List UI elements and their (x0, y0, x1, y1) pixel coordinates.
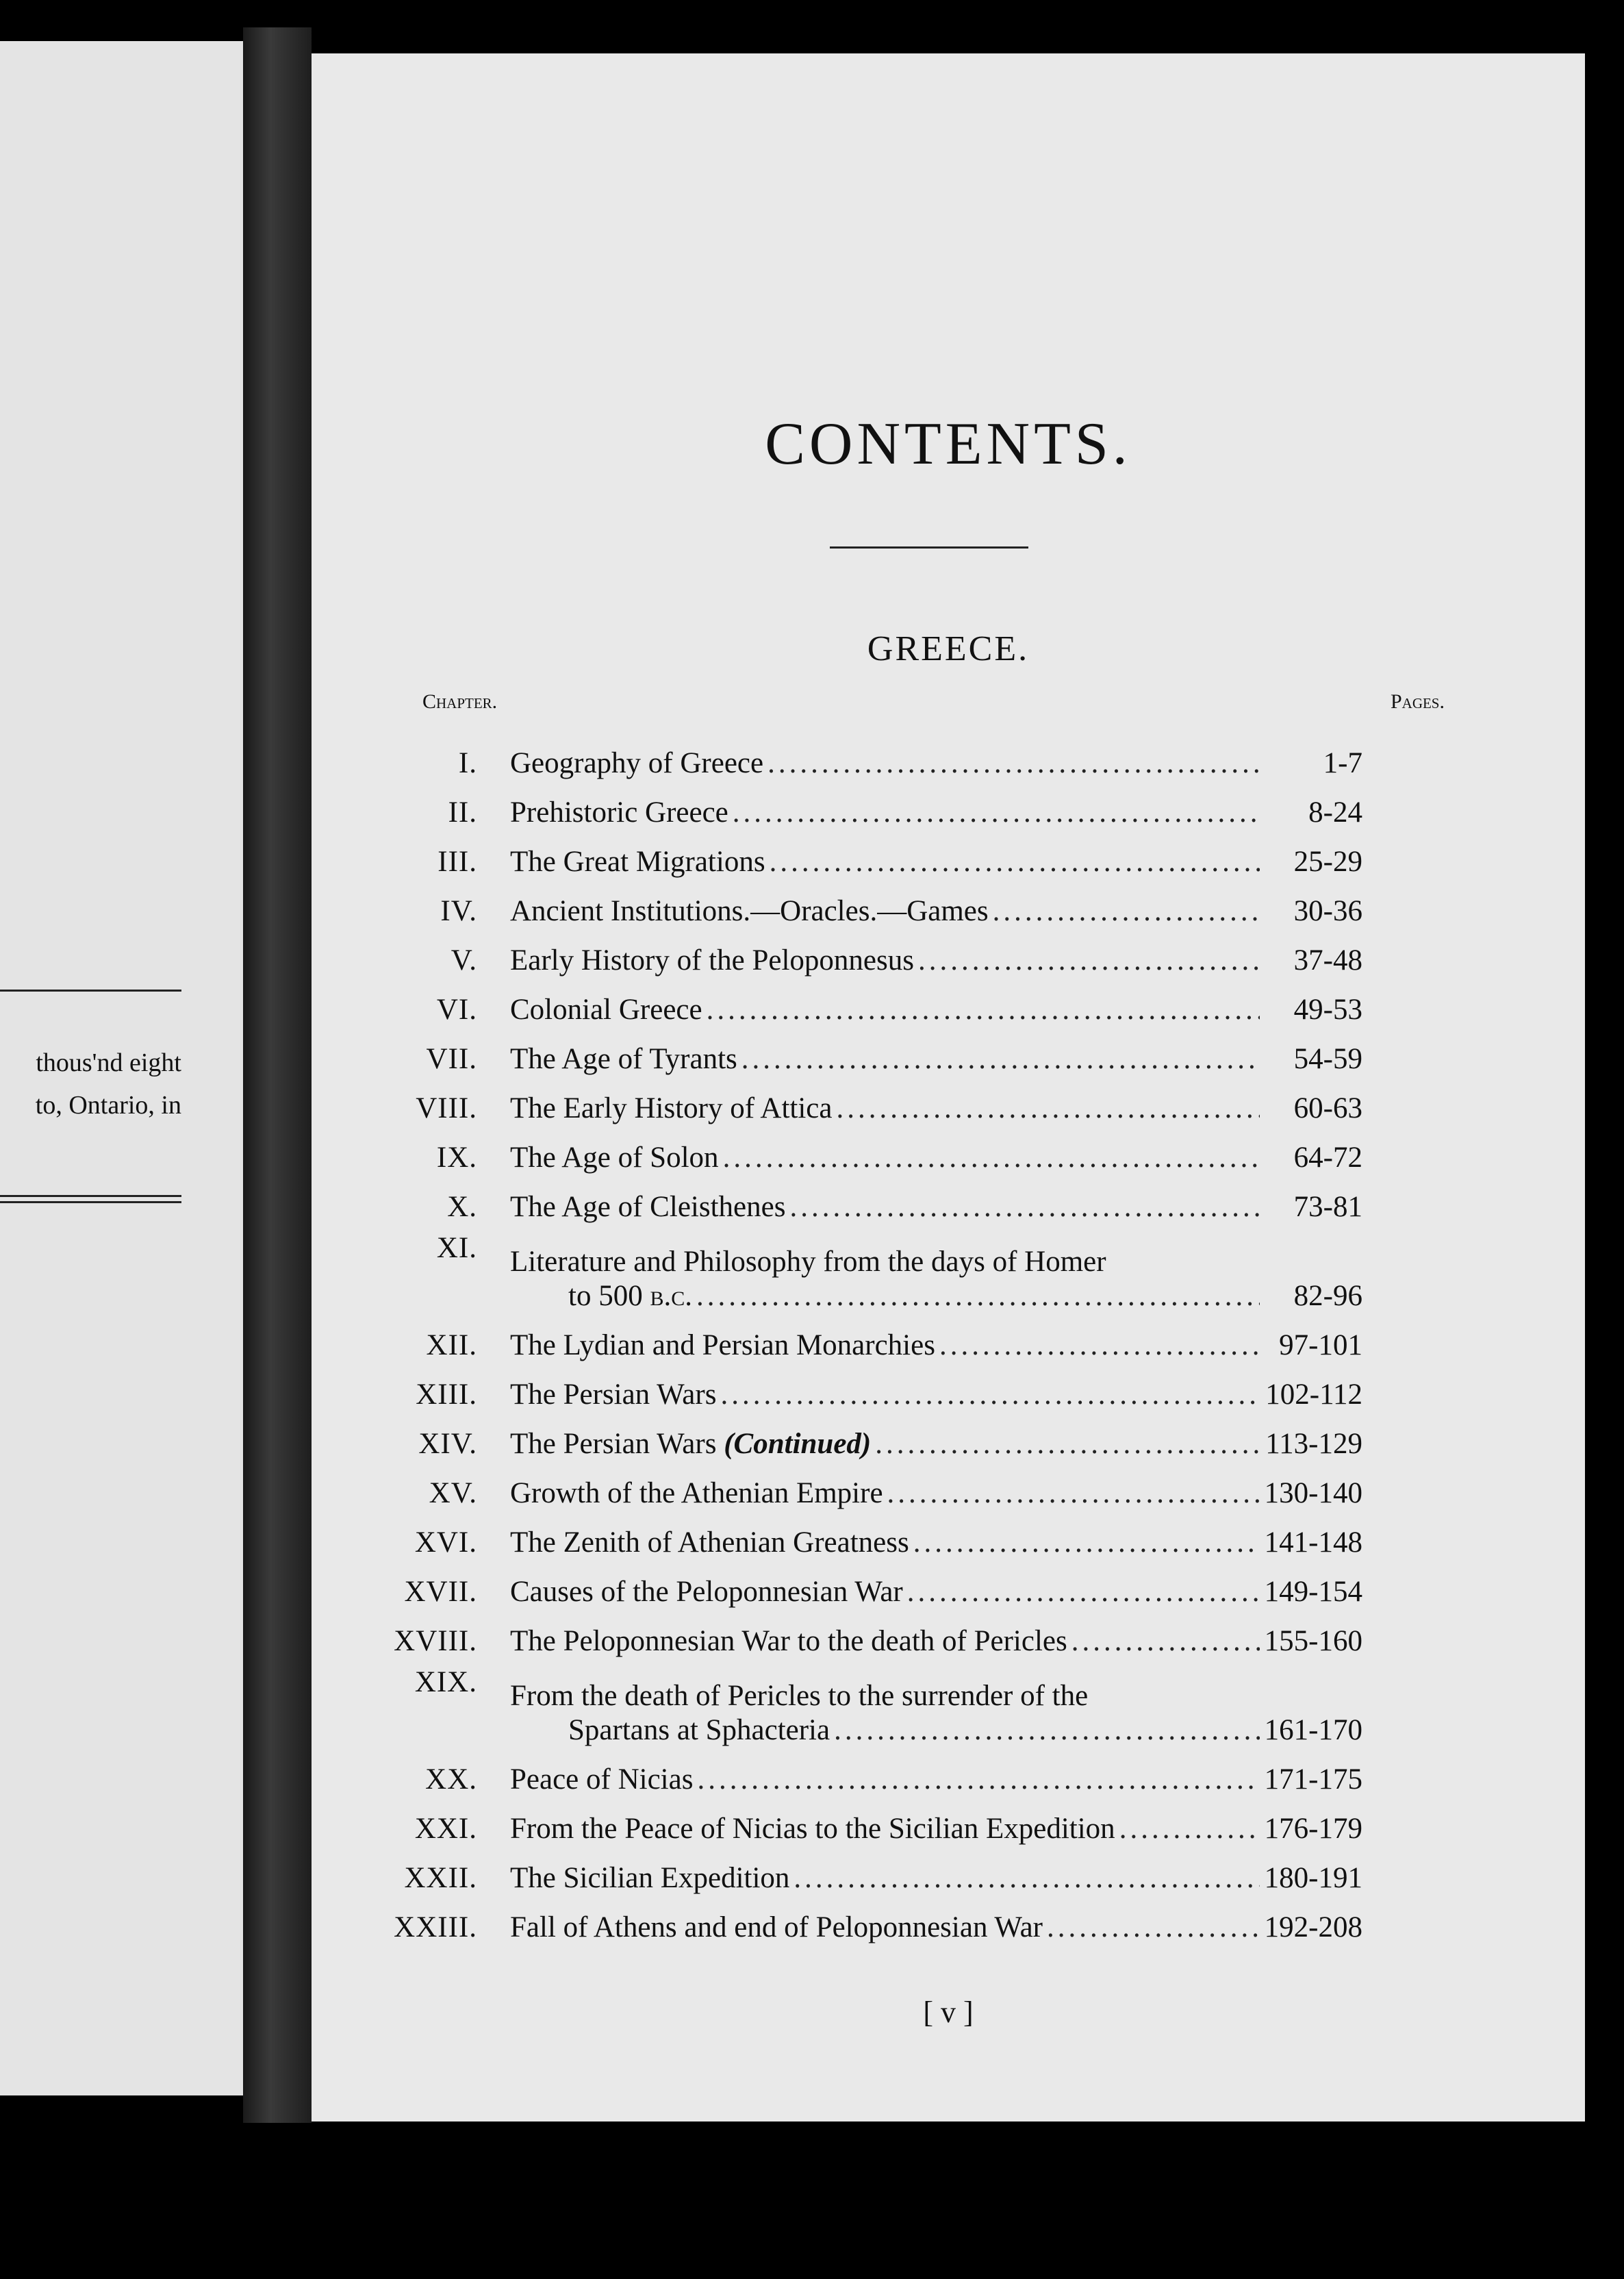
chapter-title-wrap (510, 1679, 1260, 1748)
chapter-title-cell (510, 1575, 1260, 1609)
chapter-title-cell (510, 1141, 1260, 1175)
chapter-title-cell (510, 894, 1260, 929)
title-rule (830, 546, 1028, 549)
leader-dots (741, 1042, 1260, 1076)
chapter-title: Colonial Greece (510, 994, 702, 1026)
toc-entry (312, 978, 1585, 1027)
toc-entry (312, 1797, 1585, 1846)
chapter-title: From the Peace of Nicias to the Sicilian Expedition (510, 1813, 1115, 1845)
chapter-title: Fall of Athens and end of Peloponnesian War (510, 1911, 1043, 1943)
chapter-title-cell (510, 1245, 1260, 1313)
page-range: 30-36 (1293, 895, 1362, 927)
page-range: 102-112 (1265, 1378, 1362, 1411)
leader-dots (720, 1378, 1260, 1412)
chapter-title-line: From the death of Pericles to the surrender of the (510, 1680, 1089, 1712)
toc-entry (312, 1412, 1585, 1461)
chapter-title: Early History of the Peloponnesus (510, 944, 914, 977)
page-range: 97-101 (1279, 1329, 1362, 1361)
page-range: 113-129 (1265, 1428, 1362, 1460)
leader-dots (1047, 1911, 1260, 1945)
page-range: 141-148 (1264, 1526, 1362, 1559)
page-range: 1-7 (1323, 747, 1362, 779)
chapter-title-cell (510, 944, 1260, 978)
chapter-title-cell (510, 1526, 1260, 1560)
chapter-title-cell (510, 746, 1260, 781)
chapter-title: The Early History of Attica (510, 1092, 833, 1124)
pages-column-header: Pages. (1390, 690, 1445, 713)
chapter-title-line: Spartans at Sphacteria (568, 1714, 830, 1746)
chapter-number: XV. (429, 1477, 477, 1509)
chapter-title: The Age of Solon (510, 1142, 719, 1174)
page-range: 49-53 (1293, 994, 1362, 1026)
chapter-title-cell (510, 1190, 1260, 1224)
toc-entry (312, 1846, 1585, 1896)
page-range: 60-63 (1293, 1092, 1362, 1124)
leader-dots (707, 993, 1260, 1027)
chapter-title: The Age of Cleisthenes (510, 1191, 786, 1223)
chapter-title: The Persian Wars (510, 1378, 717, 1411)
leader-dots (767, 746, 1260, 781)
toc-entry (312, 1461, 1585, 1511)
leader-dots (834, 1713, 1260, 1748)
page-range: 25-29 (1293, 846, 1362, 878)
toc-entry (312, 1609, 1585, 1659)
chapter-title: Ancient Institutions.—Oracles.—Games (510, 895, 989, 927)
chapter-title-cell (510, 1861, 1260, 1896)
leader-dots (875, 1427, 1260, 1461)
page-range: 8-24 (1308, 796, 1362, 829)
chapter-title: Prehistoric Greece (510, 796, 728, 829)
chapter-title-line: Literature and Philosophy from the days of Homer (510, 1246, 1106, 1278)
chapter-number: XXI. (414, 1813, 477, 1845)
page-range: 37-48 (1293, 944, 1362, 977)
page-range: 64-72 (1293, 1142, 1362, 1174)
page-range: 149-154 (1264, 1576, 1362, 1608)
chapter-number: III. (437, 846, 477, 878)
chapter-title-cell (510, 1679, 1260, 1748)
leader-dots (887, 1476, 1260, 1511)
page-range: 130-140 (1264, 1477, 1362, 1509)
chapter-number: VI. (436, 994, 477, 1026)
chapter-title-cell (510, 845, 1260, 879)
chapter-title: Growth of the Athenian Empire (510, 1477, 883, 1509)
leader-dots (918, 944, 1260, 978)
chapter-number: XIV. (418, 1428, 477, 1460)
chapter-title-cell (510, 1911, 1260, 1945)
chapter-number: IX. (436, 1142, 477, 1174)
chapter-title: Geography of Greece (510, 747, 764, 779)
chapter-number: XII. (426, 1329, 477, 1361)
chapter-number: XIII. (416, 1378, 477, 1411)
contents-page (312, 53, 1585, 2121)
leader-dots (697, 1763, 1260, 1797)
leader-dots (993, 894, 1260, 929)
leader-dots (794, 1861, 1260, 1896)
chapter-title-line-2 (510, 1713, 1260, 1748)
toc-entry (312, 1363, 1585, 1412)
chapter-title-cell (510, 1329, 1260, 1363)
left-page-double-rule (0, 1195, 181, 1203)
toc-entry (312, 1511, 1585, 1560)
chapter-number: VIII. (416, 1092, 477, 1124)
toc-entry (312, 731, 1585, 781)
chapter-title: The Sicilian Expedition (510, 1862, 790, 1894)
page-range: 54-59 (1293, 1043, 1362, 1075)
chapter-title-cell (510, 796, 1260, 830)
chapter-number: X. (447, 1191, 477, 1223)
toc-entry (312, 830, 1585, 879)
chapter-number: I. (458, 747, 477, 779)
leader-dots (939, 1329, 1260, 1363)
chapter-title: The Great Migrations (510, 846, 765, 878)
leader-dots (723, 1141, 1260, 1175)
toc-entry (312, 1748, 1585, 1797)
chapter-column-header: Chapter. (422, 690, 498, 713)
page-range: 73-81 (1293, 1191, 1362, 1223)
chapter-title-cell (510, 1476, 1260, 1511)
toc-entry (312, 1126, 1585, 1175)
chapter-number: XI. (436, 1232, 477, 1264)
chapter-number: XVII. (404, 1576, 477, 1608)
binding-gutter (243, 27, 312, 2123)
toc-entry (312, 1076, 1585, 1126)
chapter-number: VII. (426, 1043, 477, 1075)
chapter-number: XXIII. (394, 1911, 477, 1943)
toc-entry (312, 929, 1585, 978)
toc-entry (312, 781, 1585, 830)
chapter-title: Causes of the Peloponnesian War (510, 1576, 903, 1608)
leader-dots (907, 1575, 1260, 1609)
leader-dots (733, 796, 1260, 830)
toc-entry (312, 879, 1585, 929)
leader-dots (770, 845, 1260, 879)
chapter-title-cell (510, 1042, 1260, 1076)
leader-dots (913, 1526, 1260, 1560)
continued-note: (Continued) (724, 1428, 872, 1460)
page-range: 171-175 (1264, 1763, 1362, 1796)
toc-entry (312, 1659, 1585, 1748)
chapter-title: Peace of Nicias (510, 1763, 694, 1796)
chapter-title-wrap (510, 1245, 1260, 1313)
left-page-text-line: to, Ontario, in (35, 1091, 181, 1120)
leader-dots (1071, 1624, 1260, 1659)
left-page-rule (0, 990, 181, 992)
page-range: 161-170 (1264, 1714, 1362, 1746)
chapter-number: XIX. (414, 1666, 477, 1698)
chapter-title-cell (510, 1092, 1260, 1126)
leader-dots (1119, 1812, 1260, 1846)
page-range: 176-179 (1264, 1813, 1362, 1845)
chapter-title-cell (510, 1763, 1260, 1797)
chapter-title-line-2 (510, 1279, 1260, 1313)
page-range: 180-191 (1264, 1862, 1362, 1894)
chapter-title-cell (510, 1812, 1260, 1846)
chapter-title: The Peloponnesian War to the death of Pericles (510, 1625, 1067, 1657)
section-title: GREECE. (867, 629, 1030, 668)
chapter-number: XVIII. (394, 1625, 477, 1657)
chapter-title-cell (510, 1624, 1260, 1659)
toc-entry (312, 1896, 1585, 1945)
chapter-title-cell (510, 1378, 1260, 1412)
page-range: 82-96 (1293, 1280, 1362, 1312)
chapter-number: V. (451, 944, 477, 977)
leader-dots (789, 1190, 1260, 1224)
chapter-number: XXII. (404, 1862, 477, 1894)
chapter-title-cell (510, 993, 1260, 1027)
chapter-number: XX. (425, 1763, 477, 1796)
toc-entry (312, 1560, 1585, 1609)
chapter-number: XVI. (414, 1526, 477, 1559)
chapter-title: The Zenith of Athenian Greatness (510, 1526, 909, 1559)
table-of-contents (312, 731, 1585, 1945)
page-range: 155-160 (1264, 1625, 1362, 1657)
page-title: CONTENTS. (765, 411, 1132, 477)
chapter-title-era: b.c. (650, 1280, 692, 1312)
chapter-number: II. (448, 796, 477, 829)
toc-entry (312, 1027, 1585, 1076)
chapter-title-line: to 500 (568, 1280, 643, 1312)
chapter-title: The Persian Wars (510, 1428, 717, 1460)
chapter-number: IV. (440, 895, 477, 927)
page-range: 192-208 (1264, 1911, 1362, 1943)
chapter-title-cell (510, 1427, 1260, 1461)
page-number: [ v ] (923, 1995, 974, 2029)
leader-dots (696, 1279, 1260, 1313)
chapter-title: The Lydian and Persian Monarchies (510, 1329, 935, 1361)
previous-page-fragment (0, 41, 243, 2095)
toc-entry (312, 1313, 1585, 1363)
toc-entry (312, 1175, 1585, 1224)
toc-entry (312, 1224, 1585, 1313)
chapter-title: The Age of Tyrants (510, 1043, 737, 1075)
leader-dots (836, 1092, 1260, 1126)
left-page-text-line: thous'nd eight (36, 1048, 181, 1077)
